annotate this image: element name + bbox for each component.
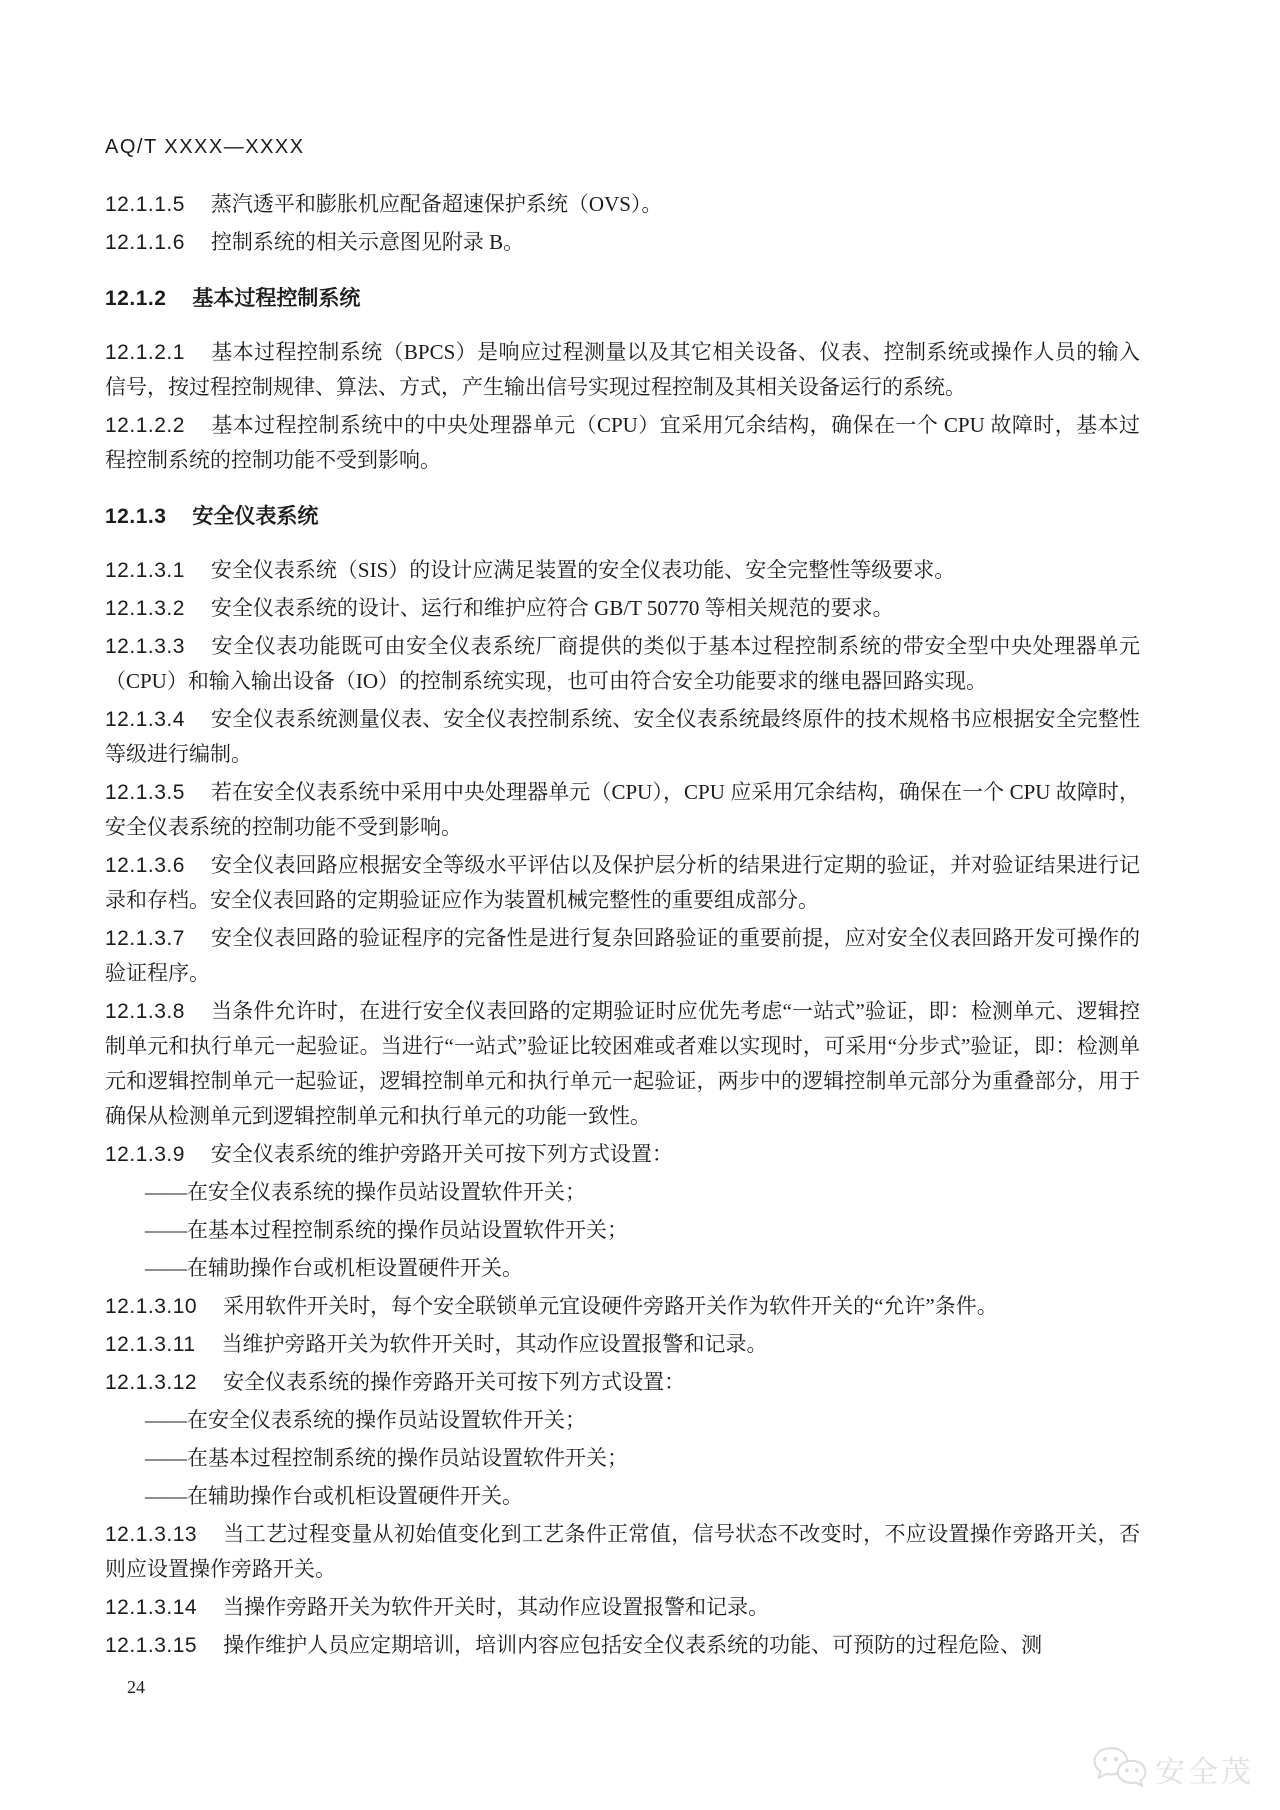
clause-text: 当维护旁路开关为软件开关时，其动作应设置报警和记录。 [221,1332,768,1356]
clause-text: 安全仪表回路的验证程序的完备性是进行复杂回路验证的重要前提，应对安全仪表回路开发可操作的验证程序。 [105,926,1140,985]
clause-paragraph [105,1289,1140,1324]
clause-number: 12.1.3.7 [105,927,185,950]
clause-text: 基本过程控制系统中的中央处理器单元（CPU）宜采用冗余结构，确保在一个 CPU 故障时，基本过程控制系统的控制功能不受到影响。 [105,413,1140,472]
section-heading [105,281,1140,316]
clause-number: 12.1.3.6 [105,854,185,877]
dash-item-text: ——在基本过程控制系统的操作员站设置软件开关； [145,1446,628,1470]
clause-text: 操作维护人员应定期培训，培训内容应包括安全仪表系统的功能、可预防的过程危险、测 [223,1633,1043,1657]
clause-paragraph [105,187,1140,222]
dash-item-text: ——在辅助操作台或机柜设置硬件开关。 [145,1256,523,1280]
clause-number: 12.1.3.15 [105,1634,198,1657]
clause-number: 12.1.2.2 [105,414,185,437]
clause-paragraph [105,775,1140,845]
clause-number: 12.1.3.9 [105,1143,185,1166]
clause-text: 蒸汽透平和膨胀机应配备超速保护系统（OVS）。 [210,192,663,216]
clause-text: 安全仪表功能既可由安全仪表系统厂商提供的类似于基本过程控制系统的带安全型中央处理器单元（CPU）和输入输出设备（IO）的控制系统实现，也可由符合安全功能要求的继电器回路实现。 [105,634,1140,693]
clause-paragraph [105,921,1140,991]
heading-text: 基本过程控制系统 [192,287,361,310]
document-content [105,187,1140,1663]
clause-number: 12.1.3.14 [105,1596,198,1619]
clause-number: 12.1.3.3 [105,635,185,658]
clause-number: 12.1.3.1 [105,559,185,582]
clause-number: 12.1.3.8 [105,1000,185,1023]
clause-number: 12.1.3.11 [105,1333,196,1356]
clause-number: 12.1.3.10 [105,1295,198,1318]
clause-text: 安全仪表系统测量仪表、安全仪表控制系统、安全仪表系统最终原件的技术规格书应根据安全完整性等级进行编制。 [105,707,1140,766]
clause-text: 采用软件开关时，每个安全联锁单元宜设硬件旁路开关作为软件开关的“允许”条件。 [223,1294,998,1318]
clause-number: 12.1.3.5 [105,781,185,804]
page-number: 24 [127,1677,145,1697]
clause-text: 安全仪表系统的设计、运行和维护应符合 GB/T 50770 等相关规范的要求。 [210,596,894,620]
clause-paragraph [105,1365,1140,1400]
standard-code-header: AQ/T XXXX—XXXX [105,136,305,158]
watermark-text: 安全茂 [1155,1756,1254,1789]
dash-list-item [105,1175,1140,1210]
clause-paragraph [105,1137,1140,1172]
dash-item-text: ——在基本过程控制系统的操作员站设置软件开关； [145,1218,628,1242]
dash-item-text: ——在辅助操作台或机柜设置硬件开关。 [145,1484,523,1508]
dash-list-item [105,1441,1140,1476]
dash-list-item [105,1213,1140,1248]
dash-item-text: ——在安全仪表系统的操作员站设置软件开关； [145,1408,586,1432]
section-heading [105,499,1140,534]
clause-paragraph [105,225,1140,260]
clause-number: 12.1.1.6 [105,231,185,254]
clause-paragraph [105,994,1140,1134]
clause-number: 12.1.2.1 [105,341,185,364]
dash-list-item [105,1479,1140,1514]
dash-list-item [105,1403,1140,1438]
clause-text: 基本过程控制系统（BPCS）是响应过程测量以及其它相关设备、仪表、控制系统或操作人员的输入信号，按过程控制规律、算法、方式，产生输出信号实现过程控制及其相关设备运行的系统。 [105,340,1140,399]
clause-paragraph [105,1517,1140,1587]
clause-number: 12.1.3.4 [105,708,185,731]
wechat-chat-bubbles-icon [1091,1744,1149,1794]
clause-paragraph [105,335,1140,405]
clause-number: 12.1.3.12 [105,1371,198,1394]
clause-paragraph [105,591,1140,626]
clause-paragraph [105,408,1140,478]
clause-text: 若在安全仪表系统中采用中央处理器单元（CPU），CPU 应采用冗余结构，确保在一个 CPU 故障时，安全仪表系统的控制功能不受到影响。 [105,780,1140,839]
clause-number: 12.1.3.2 [105,597,185,620]
clause-number: 12.1.1.5 [105,193,185,216]
clause-text: 安全仪表回路应根据安全等级水平评估以及保护层分析的结果进行定期的验证，并对验证结果进行记录和存档。安全仪表回路的定期验证应作为装置机械完整性的重要组成部分。 [105,853,1140,912]
clause-text: 控制系统的相关示意图见附录 B。 [210,230,525,254]
clause-paragraph [105,848,1140,918]
clause-paragraph [105,553,1140,588]
dash-list-item [105,1251,1140,1286]
heading-number: 12.1.3 [105,505,167,528]
clause-text: 安全仪表系统（SIS）的设计应满足装置的安全仪表功能、安全完整性等级要求。 [210,558,956,582]
watermark [1091,1744,1254,1794]
clause-paragraph [105,1327,1140,1362]
clause-number: 12.1.3.13 [105,1523,198,1546]
clause-text: 当工艺过程变量从初始值变化到工艺条件正常值，信号状态不改变时，不应设置操作旁路开关，否则应设置操作旁路开关。 [105,1522,1140,1581]
clause-paragraph [105,702,1140,772]
clause-text: 安全仪表系统的操作旁路开关可按下列方式设置： [223,1370,686,1394]
heading-number: 12.1.2 [105,287,167,310]
clause-text: 当操作旁路开关为软件开关时，其动作应设置报警和记录。 [223,1595,770,1619]
clause-paragraph [105,1590,1140,1625]
clause-paragraph [105,629,1140,699]
dash-item-text: ——在安全仪表系统的操作员站设置软件开关； [145,1180,586,1204]
clause-text: 安全仪表系统的维护旁路开关可按下列方式设置： [210,1142,673,1166]
clause-paragraph [105,1628,1140,1663]
clause-text: 当条件允许时，在进行安全仪表回路的定期验证时应优先考虑“一站式”验证，即：检测单元、逻辑控制单元和执行单元一起验证。当进行“一站式”验证比较困难或者难以实现时，可采用“分步式”验证，即：检测单元和逻辑控制单元一起验证，逻辑控制单元和执行单元一起验证，两步中的逻辑控制单元部分为重叠部分，用于确保从检测单元到逻辑控制单元和执行单元的功能一致性。 [105,999,1140,1128]
heading-text: 安全仪表系统 [192,505,319,528]
